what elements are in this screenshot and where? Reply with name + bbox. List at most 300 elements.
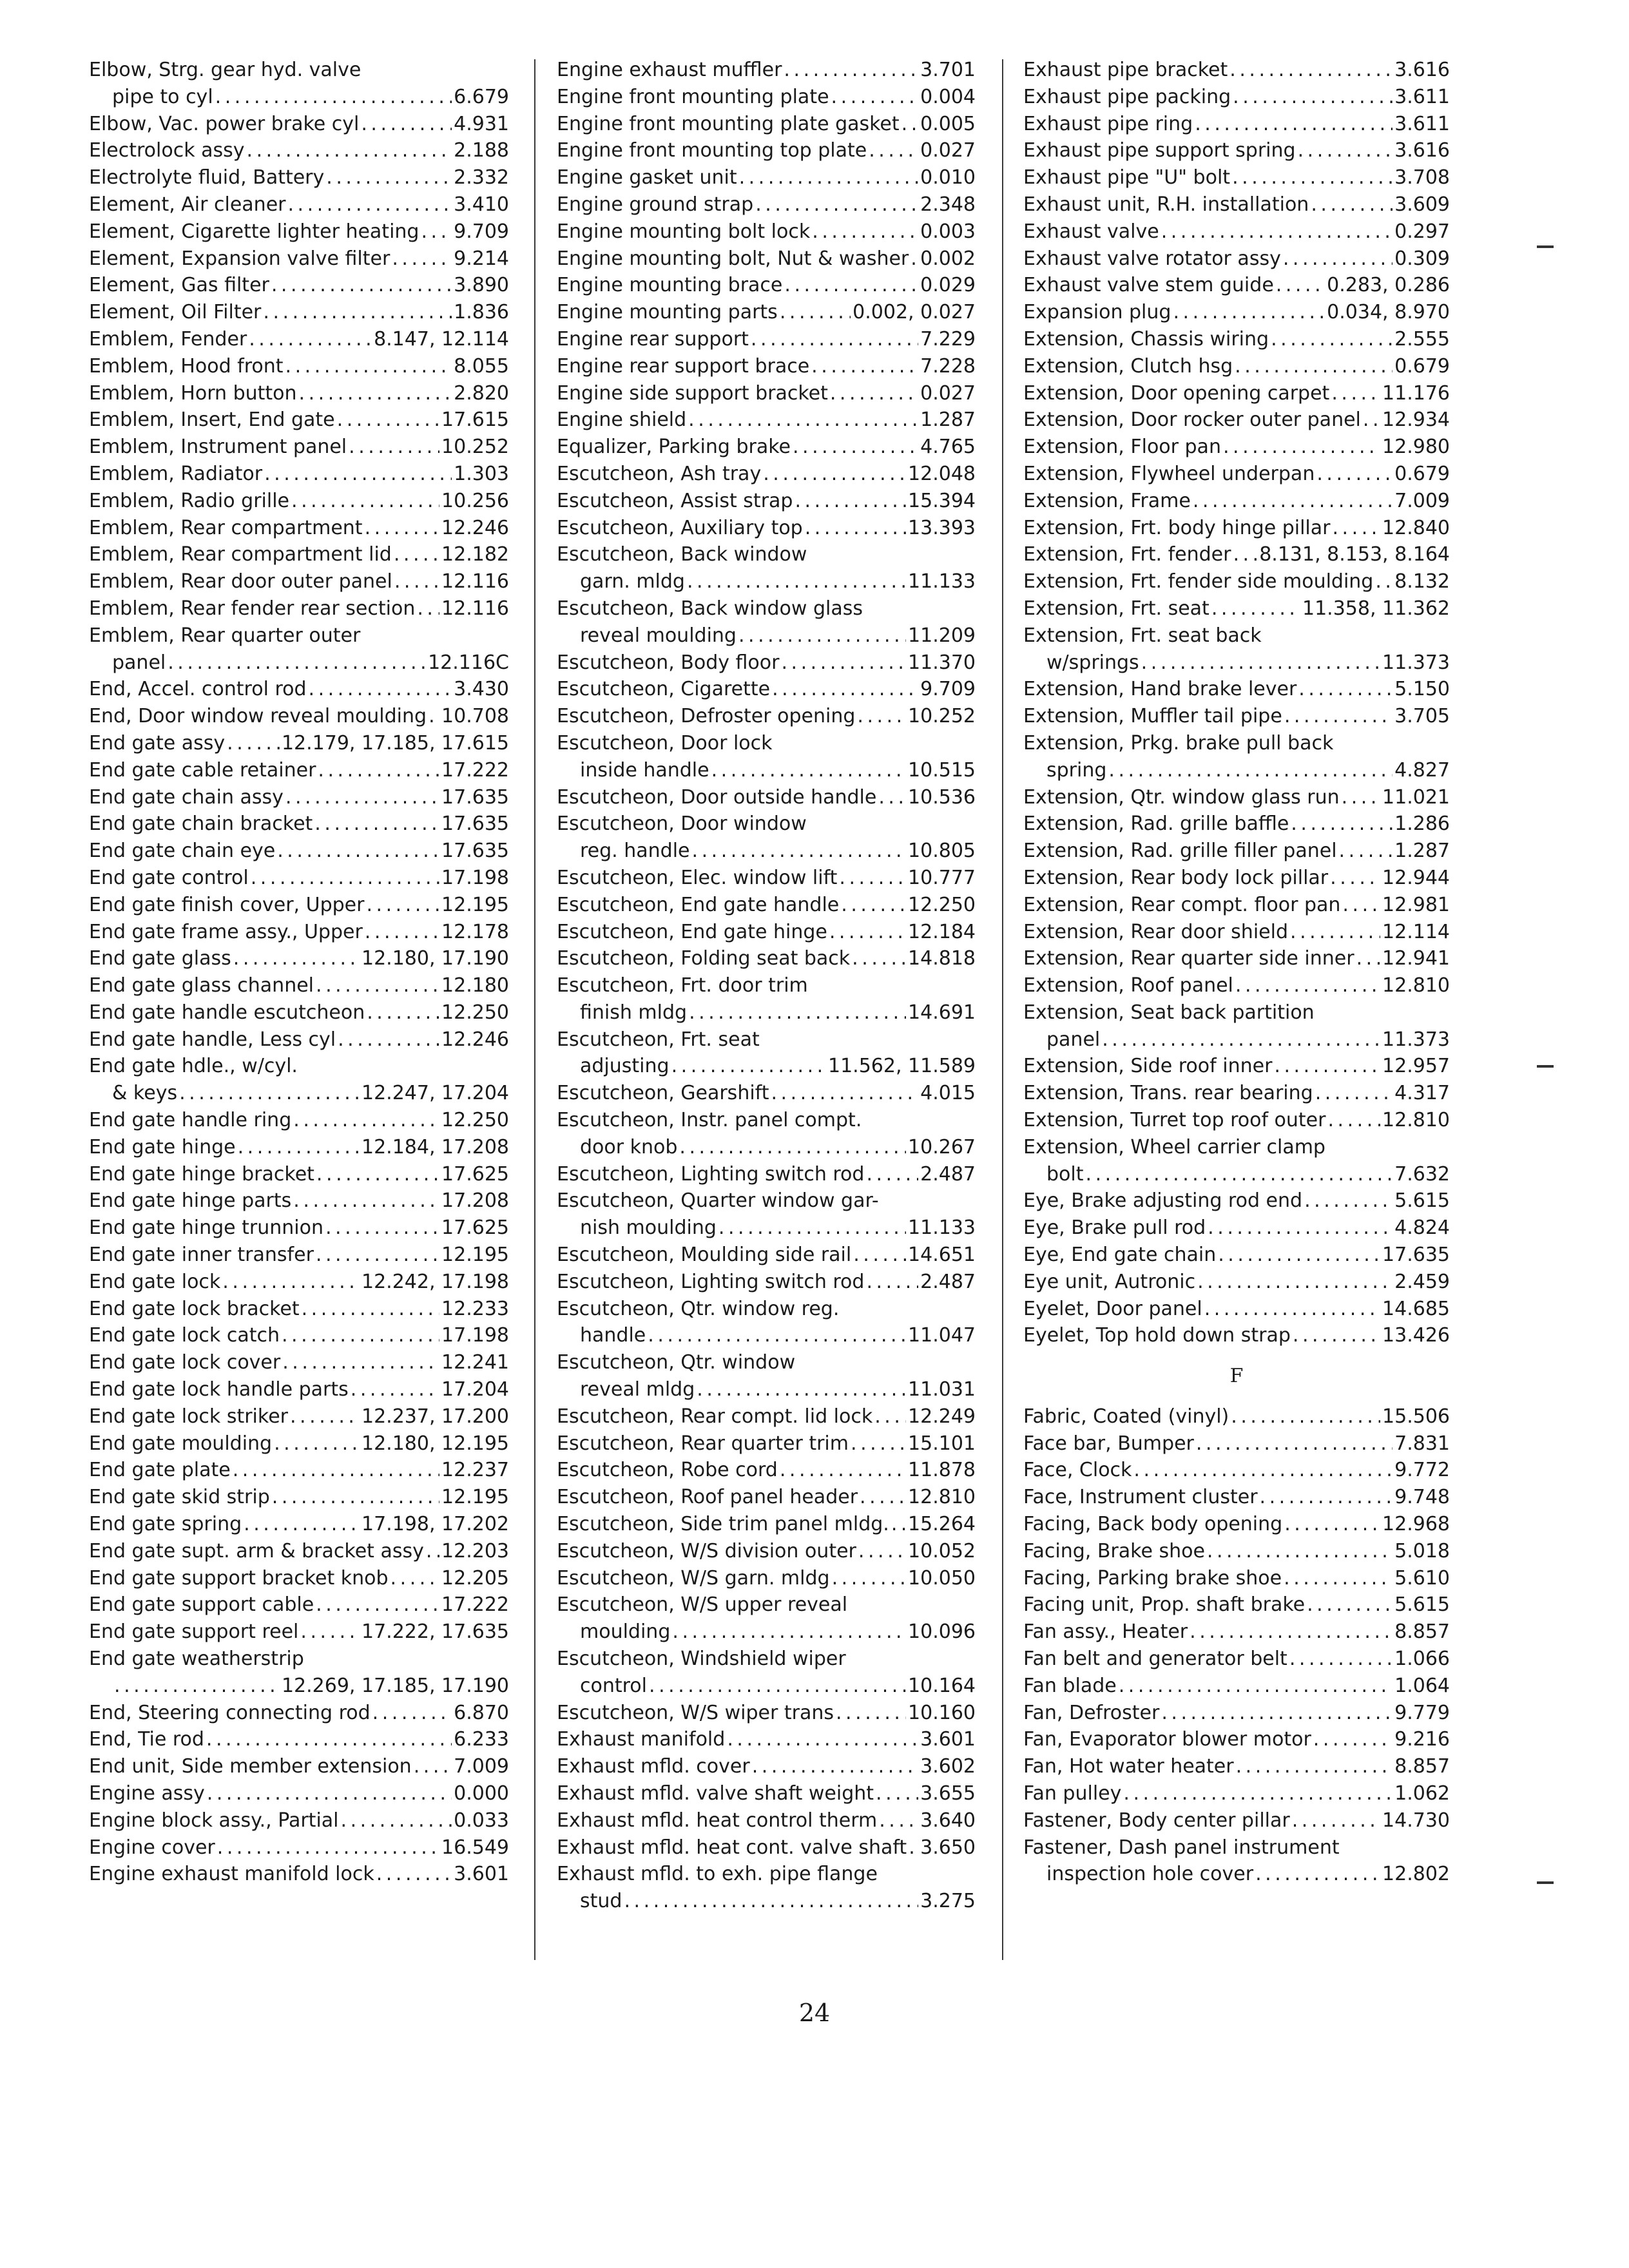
entry-text: Escutcheon, Defroster opening xyxy=(557,705,856,728)
index-entry xyxy=(1023,784,1450,811)
entry-text: End gate support cable xyxy=(89,1593,314,1617)
dot-leader xyxy=(624,1888,918,1915)
entry-text: Extension, Flywheel underpan xyxy=(1023,462,1315,485)
dot-leader xyxy=(841,892,906,919)
entry-text: Fan, Defroster xyxy=(1023,1701,1160,1724)
index-entry xyxy=(89,407,509,434)
entry-ref: 17.198 xyxy=(441,866,509,889)
dot-leader xyxy=(1331,380,1380,407)
index-entry xyxy=(89,1673,509,1700)
entry-text: Escutcheon, Gearshift xyxy=(557,1082,769,1105)
entry-text: End gate chain assy xyxy=(89,785,284,809)
dot-leader xyxy=(249,326,372,353)
dot-leader xyxy=(244,1511,360,1538)
dot-leader xyxy=(857,703,906,730)
entry-text: End gate hinge xyxy=(89,1135,236,1158)
entry-text: Escutcheon, Windshield wiper xyxy=(557,1648,846,1671)
entry-ref: 12.250 xyxy=(441,1109,509,1132)
dot-leader xyxy=(1232,164,1393,191)
index-entry xyxy=(557,838,976,865)
entry-text: Element, Air cleaner xyxy=(89,193,286,216)
index-entry xyxy=(89,757,509,784)
entry-text: Escutcheon, Frt. door trim xyxy=(557,974,808,997)
dot-leader xyxy=(866,1161,918,1188)
dot-leader xyxy=(876,1780,918,1807)
index-entry xyxy=(1023,595,1450,622)
entry-ref: 11.562, 11.589 xyxy=(827,1055,976,1078)
entry-text: Extension, Frt. seat xyxy=(1023,597,1210,620)
index-entry xyxy=(557,1430,976,1457)
dot-leader xyxy=(287,191,452,218)
index-entry xyxy=(1023,164,1450,191)
entry-ref: 12.957 xyxy=(1382,1055,1450,1078)
entry-text: End gate weatherstrip xyxy=(89,1648,304,1671)
entry-ref: 4.931 xyxy=(454,112,509,135)
index-entry xyxy=(557,84,976,111)
dot-leader xyxy=(1190,1619,1393,1646)
index-entry xyxy=(557,865,976,892)
dot-leader xyxy=(692,838,907,865)
entry-text: Engine mounting brace xyxy=(557,274,783,297)
entry-ref: 11.209 xyxy=(908,624,976,647)
dot-leader xyxy=(285,784,439,811)
dot-leader xyxy=(1235,353,1393,380)
index-entry xyxy=(557,515,976,542)
dot-leader xyxy=(869,137,918,164)
entry-ref: 10.536 xyxy=(908,785,976,809)
entry-ref: 10.160 xyxy=(908,1701,976,1724)
entry-text: End gate support bracket knob xyxy=(89,1566,389,1590)
index-entry xyxy=(557,1376,976,1403)
dot-leader xyxy=(302,1296,439,1323)
entry-ref: 14.685 xyxy=(1382,1297,1450,1320)
index-entry xyxy=(557,541,976,568)
dot-leader xyxy=(697,1376,906,1403)
dot-leader xyxy=(361,111,452,138)
entry-ref: 12.246 xyxy=(441,1028,509,1051)
entry-ref: 17.635 xyxy=(441,840,509,863)
dot-leader xyxy=(1223,434,1380,461)
entry-text: Escutcheon, Cigarette xyxy=(557,678,771,701)
dot-leader xyxy=(711,757,906,784)
dot-leader xyxy=(851,1430,906,1457)
dot-leader xyxy=(1283,245,1393,273)
index-entry xyxy=(89,380,509,407)
entry-text: bolt xyxy=(1046,1162,1084,1186)
entry-ref: 5.615 xyxy=(1394,1593,1450,1617)
entry-ref: 2.188 xyxy=(454,139,509,162)
entry-text: Exhaust valve xyxy=(1023,220,1159,243)
dot-leader xyxy=(1229,57,1393,84)
entry-text: Escutcheon, Door window xyxy=(557,812,807,836)
dot-leader xyxy=(179,1080,360,1107)
entry-text: Emblem, Rear door outer panel xyxy=(89,570,392,593)
dot-leader xyxy=(689,999,906,1026)
entry-ref: 11.370 xyxy=(908,651,976,674)
entry-ref: 17.625 xyxy=(441,1162,509,1186)
index-entry xyxy=(557,1026,976,1053)
dot-leader xyxy=(1108,757,1393,784)
entry-ref: 7.831 xyxy=(1394,1432,1450,1455)
dot-leader xyxy=(1274,1053,1380,1080)
entry-ref: 11.878 xyxy=(908,1459,976,1482)
entry-ref: 3.705 xyxy=(1394,705,1450,728)
entry-text: Engine front mounting plate xyxy=(557,85,829,108)
dot-leader xyxy=(1298,676,1393,703)
dot-leader xyxy=(671,1053,826,1080)
entry-ref: 12.205 xyxy=(441,1566,509,1590)
index-entry xyxy=(1023,892,1450,919)
dot-leader xyxy=(755,191,918,218)
entry-ref: 3.601 xyxy=(920,1728,976,1751)
dot-leader xyxy=(394,541,439,568)
entry-ref: 12.242, 17.198 xyxy=(361,1270,509,1293)
index-entry xyxy=(557,1673,976,1700)
dot-leader xyxy=(168,649,426,677)
entry-ref: 3.655 xyxy=(920,1782,976,1805)
entry-ref: 12.941 xyxy=(1382,947,1450,970)
index-entry xyxy=(1023,326,1450,353)
index-entry xyxy=(1023,380,1450,407)
index-entry xyxy=(1023,1726,1450,1753)
dot-leader xyxy=(1363,407,1380,434)
dot-leader xyxy=(390,1565,439,1592)
entry-text: reveal mldg xyxy=(580,1378,695,1401)
dot-leader xyxy=(679,1134,906,1161)
index-entry xyxy=(89,272,509,299)
dot-leader xyxy=(780,299,851,326)
dot-leader xyxy=(1304,1187,1393,1215)
entry-text: Engine gasket unit xyxy=(557,166,737,189)
dot-leader xyxy=(1311,191,1393,218)
entry-text: End gate spring xyxy=(89,1513,242,1536)
dot-leader xyxy=(233,1457,439,1484)
entry-text: Escutcheon, Ash tray xyxy=(557,462,762,485)
entry-ref: 10.777 xyxy=(908,866,976,889)
dot-leader xyxy=(282,1322,439,1349)
dot-leader xyxy=(215,84,452,111)
entry-text: Emblem, Rear compartment lid xyxy=(89,543,392,566)
index-entry xyxy=(557,703,976,730)
entry-text: Elbow, Vac. power brake cyl xyxy=(89,112,360,135)
index-entry xyxy=(89,649,509,677)
index-entry xyxy=(1023,272,1450,299)
entry-text: Extension, Frt. fender xyxy=(1023,543,1231,566)
dot-leader xyxy=(1102,1026,1380,1053)
dot-leader xyxy=(277,838,439,865)
index-entry xyxy=(89,865,509,892)
index-entry xyxy=(89,838,509,865)
dot-leader xyxy=(206,1726,452,1753)
entry-ref: 0.004 xyxy=(920,85,976,108)
entry-text: Engine exhaust muffler xyxy=(557,59,782,81)
entry-text: Eyelet, Top hold down strap xyxy=(1023,1324,1291,1347)
dot-leader xyxy=(738,622,906,649)
index-entry xyxy=(89,1457,509,1484)
index-entry xyxy=(89,1215,509,1242)
dot-leader xyxy=(1260,1484,1393,1511)
entry-ref: 12.114 xyxy=(1382,920,1450,943)
index-entry xyxy=(557,1242,976,1269)
entry-ref: 1.836 xyxy=(454,301,509,324)
dot-leader xyxy=(376,1861,452,1888)
dot-leader xyxy=(293,1187,439,1215)
dot-leader xyxy=(836,1700,906,1727)
entry-ref: 5.610 xyxy=(1394,1566,1450,1590)
entry-text: Escutcheon, Back window xyxy=(557,543,807,566)
dot-leader xyxy=(114,1673,280,1700)
index-entry xyxy=(1023,1619,1450,1646)
index-entry xyxy=(1023,1834,1450,1861)
index-entry xyxy=(1023,84,1450,111)
dot-leader xyxy=(805,515,906,542)
entry-ref: 12.934 xyxy=(1382,408,1450,432)
entry-ref: 1.287 xyxy=(1394,840,1450,863)
dot-leader xyxy=(874,1403,906,1430)
entry-text: Fan belt and generator belt xyxy=(1023,1648,1287,1671)
index-entry xyxy=(89,1187,509,1215)
entry-ref: 9.709 xyxy=(454,220,509,243)
entry-text: Extension, Trans. rear bearing xyxy=(1023,1082,1313,1105)
entry-text: Electrolyte fluid, Battery xyxy=(89,166,325,189)
index-entry xyxy=(1023,1700,1450,1727)
index-column-3 xyxy=(1023,57,1450,1888)
dot-leader xyxy=(429,703,439,730)
dot-leader xyxy=(648,1322,906,1349)
dot-leader xyxy=(1173,299,1325,326)
index-entry xyxy=(89,461,509,488)
entry-text: Fan blade xyxy=(1023,1674,1117,1697)
dot-leader xyxy=(274,1430,360,1457)
dot-leader xyxy=(316,1591,439,1619)
index-entry xyxy=(557,57,976,84)
entry-ref: 3.609 xyxy=(1394,193,1450,216)
index-entry xyxy=(1023,1134,1450,1161)
dot-leader xyxy=(752,1753,918,1780)
index-entry xyxy=(1023,1322,1450,1349)
entry-text: Escutcheon, End gate handle xyxy=(557,893,840,916)
entry-text: Element, Gas filter xyxy=(89,274,269,297)
entry-ref: 17.204 xyxy=(441,1378,509,1401)
entry-ref: 1.286 xyxy=(1394,812,1450,836)
dot-leader xyxy=(314,811,439,838)
dot-leader xyxy=(291,488,439,515)
entry-text: Engine assy xyxy=(89,1782,205,1805)
dot-leader xyxy=(1284,1565,1393,1592)
dot-leader xyxy=(911,245,918,273)
index-entry xyxy=(89,1376,509,1403)
entry-text: Extension, Chassis wiring xyxy=(1023,327,1269,351)
dot-leader xyxy=(1292,1807,1380,1834)
index-entry xyxy=(1023,1591,1450,1619)
entry-ref: 12.269, 17.185, 17.190 xyxy=(281,1674,509,1697)
index-entry xyxy=(557,353,976,380)
index-entry xyxy=(557,137,976,164)
index-entry xyxy=(557,1807,976,1834)
dot-leader xyxy=(832,1565,906,1592)
dot-leader xyxy=(392,245,452,273)
entry-text: Exhaust mfld. cover xyxy=(557,1755,750,1778)
entry-text: End, Steering connecting rod xyxy=(89,1701,371,1724)
dot-leader xyxy=(1316,461,1393,488)
index-entry xyxy=(557,1187,976,1215)
index-entry xyxy=(557,407,976,434)
entry-ref: 12.810 xyxy=(1382,1109,1450,1132)
index-entry xyxy=(557,1134,976,1161)
entry-text: Extension, Rear door shield xyxy=(1023,920,1288,943)
entry-ref: 1.303 xyxy=(454,462,509,485)
entry-text: Escutcheon, Elec. window lift xyxy=(557,866,838,889)
index-entry xyxy=(1023,1187,1450,1215)
entry-ref: 5.615 xyxy=(1394,1189,1450,1213)
index-entry xyxy=(89,84,509,111)
entry-ref: 0.034, 8.970 xyxy=(1327,301,1450,324)
index-entry xyxy=(89,1080,509,1107)
index-entry xyxy=(1023,1430,1450,1457)
dot-leader xyxy=(1289,1646,1393,1673)
dot-leader xyxy=(1307,1591,1393,1619)
index-entry xyxy=(557,1107,976,1134)
entry-ref: 11.176 xyxy=(1382,381,1450,405)
entry-text: Electrolock assy xyxy=(89,139,245,162)
entry-text: Eye, End gate chain xyxy=(1023,1244,1217,1267)
entry-ref: 3.601 xyxy=(454,1863,509,1886)
dot-leader xyxy=(1332,515,1380,542)
index-entry xyxy=(557,1565,976,1592)
index-entry xyxy=(89,595,509,622)
index-entry xyxy=(1023,1296,1450,1323)
entry-text: End gate assy xyxy=(89,731,226,754)
index-column-2 xyxy=(557,57,976,1915)
dot-leader xyxy=(1086,1161,1393,1188)
entry-text: Extension, Frt. fender side moulding xyxy=(1023,570,1374,593)
entry-text: Extension, Rear quarter side inner xyxy=(1023,947,1354,970)
entry-ref: 5.018 xyxy=(1394,1539,1450,1562)
index-entry xyxy=(89,892,509,919)
index-entry xyxy=(89,1565,509,1592)
entry-ref: 3.616 xyxy=(1394,139,1450,162)
index-entry xyxy=(89,1700,509,1727)
dot-leader xyxy=(1197,1269,1393,1296)
entry-ref: 12.241 xyxy=(441,1351,509,1374)
dot-leader xyxy=(367,999,439,1026)
dot-leader xyxy=(238,1134,360,1161)
entry-text: Facing unit, Prop. shaft brake xyxy=(1023,1593,1306,1617)
entry-ref: 4.827 xyxy=(1394,758,1450,782)
index-entry xyxy=(89,245,509,273)
index-entry xyxy=(1023,999,1450,1026)
index-entry xyxy=(557,1619,976,1646)
entry-ref: 14.818 xyxy=(908,947,976,970)
dot-leader xyxy=(414,1753,452,1780)
index-entry xyxy=(89,1484,509,1511)
entry-text: Escutcheon, Side trim panel mldg. xyxy=(557,1513,889,1536)
dot-leader xyxy=(672,1619,906,1646)
entry-text: Face bar, Bumper xyxy=(1023,1432,1194,1455)
entry-ref: 0.033 xyxy=(454,1809,509,1832)
entry-text: End gate supt. arm & bracket assy xyxy=(89,1539,424,1562)
dot-leader xyxy=(1204,1296,1380,1323)
index-entry xyxy=(557,892,976,919)
entry-ref: 15.506 xyxy=(1382,1405,1450,1428)
entry-ref: 12.203 xyxy=(441,1539,509,1562)
entry-ref: 12.810 xyxy=(908,1486,976,1509)
index-entry xyxy=(557,1888,976,1915)
index-entry xyxy=(557,676,976,703)
entry-text: Emblem, Insert, End gate xyxy=(89,408,335,432)
entry-ref: 14.651 xyxy=(908,1244,976,1267)
dot-leader xyxy=(1235,972,1380,999)
entry-text: Escutcheon, Lighting switch rod xyxy=(557,1162,865,1186)
index-entry xyxy=(557,784,976,811)
index-entry xyxy=(557,622,976,649)
entry-ref: 2.820 xyxy=(454,381,509,405)
entry-text: Engine mounting bolt lock xyxy=(557,220,811,243)
entry-ref: 12.195 xyxy=(441,893,509,916)
entry-ref: 12.980 xyxy=(1382,436,1450,459)
index-entry xyxy=(1023,1457,1450,1484)
entry-text: End gate glass channel xyxy=(89,974,314,997)
entry-ref: 12.249 xyxy=(908,1405,976,1428)
entry-text: stud xyxy=(580,1890,622,1913)
index-entry xyxy=(557,1053,976,1080)
entry-text: Exhaust pipe bracket xyxy=(1023,59,1228,81)
index-entry xyxy=(1023,461,1450,488)
entry-ref: 2.487 xyxy=(920,1162,976,1186)
dot-leader xyxy=(349,434,439,461)
index-entry xyxy=(1023,191,1450,218)
entry-ref: 10.252 xyxy=(908,705,976,728)
entry-ref: 12.116C xyxy=(428,651,509,674)
index-entry xyxy=(557,1484,976,1511)
entry-text: Escutcheon, Lighting switch rod xyxy=(557,1270,865,1293)
entry-text: control xyxy=(580,1674,647,1697)
dot-leader xyxy=(831,84,919,111)
index-entry xyxy=(557,1080,976,1107)
dot-leader xyxy=(784,272,918,299)
dot-leader xyxy=(233,945,360,972)
entry-ref: 11.373 xyxy=(1382,1028,1450,1051)
index-entry xyxy=(557,434,976,461)
index-entry xyxy=(1023,1161,1450,1188)
index-entry xyxy=(89,1403,509,1430)
index-entry xyxy=(89,730,509,757)
dot-leader xyxy=(290,1403,360,1430)
entry-ref: 16.549 xyxy=(441,1836,509,1859)
index-entry xyxy=(557,1269,976,1296)
entry-ref: 8.132 xyxy=(1394,570,1450,593)
entry-text: End unit, Side member extension xyxy=(89,1755,412,1778)
entry-text: Escutcheon, Back window glass xyxy=(557,597,863,620)
index-entry xyxy=(1023,1242,1450,1269)
entry-ref: 9.216 xyxy=(1394,1728,1450,1751)
dot-leader xyxy=(1231,1403,1380,1430)
entry-text: End gate glass xyxy=(89,947,231,970)
entry-text: Escutcheon, Rear quarter trim xyxy=(557,1432,849,1455)
entry-text: Extension, Door rocker outer panel xyxy=(1023,408,1361,432)
dot-leader xyxy=(688,407,918,434)
margin-mark xyxy=(1537,245,1554,248)
dot-leader xyxy=(1233,84,1393,111)
entry-text: Escutcheon, Door outside handle xyxy=(557,785,877,809)
entry-ref: 3.602 xyxy=(920,1755,976,1778)
entry-ref: 0.283, 0.286 xyxy=(1327,274,1450,297)
dot-leader xyxy=(830,380,918,407)
entry-text: finish mldg xyxy=(580,1001,688,1024)
entry-ref: 12.180, 12.195 xyxy=(361,1432,509,1455)
entry-text: Eye, Brake pull rod xyxy=(1023,1216,1206,1240)
entry-ref: 9.709 xyxy=(920,678,976,701)
